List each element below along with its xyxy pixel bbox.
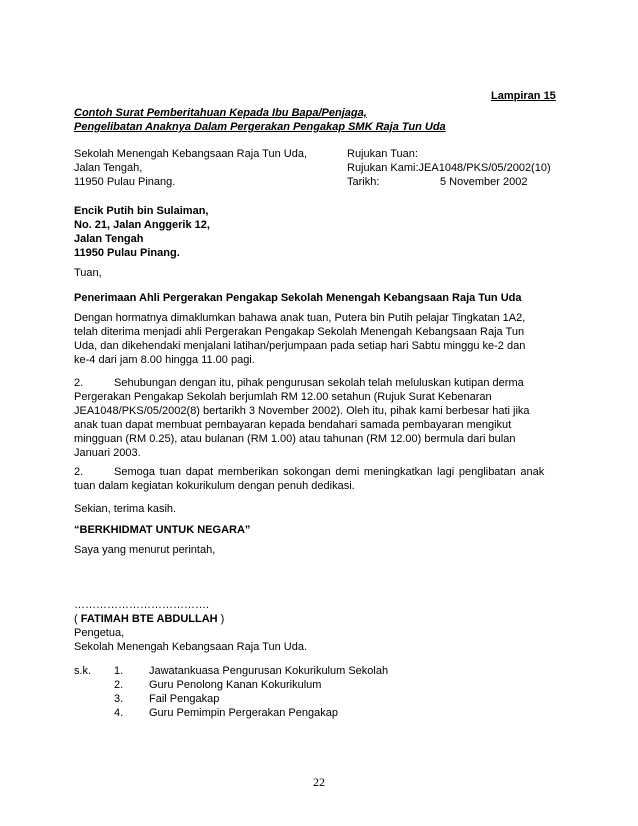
reference-tuan: Rujukan Tuan: xyxy=(347,148,418,160)
closing: Sekian, terima kasih. xyxy=(74,503,177,515)
sk-row xyxy=(74,692,554,706)
title-line-2: Pengelibatan Anaknya Dalam Pergerakan Pengakap SMK Raja Tun Uda xyxy=(74,121,446,133)
recipient-line: Encik Putih bin Sulaiman, xyxy=(74,205,209,217)
paragraph-1 xyxy=(74,311,564,367)
motto: “BERKHIDMAT UNTUK NEGARA” xyxy=(74,524,251,536)
paragraph-2 xyxy=(74,376,564,460)
sk-row xyxy=(74,706,554,720)
signatory-close: ) xyxy=(217,613,225,625)
paragraph-line: telah diterima menjadi ahli Pergerakan Pengakap Sekolah Menengah Kebangsaan Raja Tun xyxy=(74,326,525,338)
paragraph-line: tuan dalam kegiatan kokurikulum dengan penuh dedikasi. xyxy=(74,480,355,492)
sk-text: Guru Penolong Kanan Kokurikulum xyxy=(149,679,322,691)
title-line-1: Contoh Surat Pemberitahuan Kepada Ibu Bapa/Penjaga, xyxy=(74,107,367,119)
recipient-line: Jalan Tengah xyxy=(74,233,144,245)
recipient-line: 11950 Pulau Pinang. xyxy=(74,247,180,259)
paragraph-line: ke-4 dari jam 8.00 hingga 11.00 pagi. xyxy=(74,354,255,366)
subject-line: Penerimaan Ahli Pergerakan Pengakap Sekolah Menengah Kebangsaan Raja Tun Uda xyxy=(74,292,522,304)
sk-number: 3. xyxy=(114,693,124,705)
signatory-name-line xyxy=(74,612,224,626)
paragraph-line: Dengan hormatnya dimaklumkan bahawa anak tuan, Putera bin Putih pelajar Tingkatan 1A2, xyxy=(74,312,526,324)
date-label: Tarikh: xyxy=(347,176,380,188)
signatory-title: Pengetua, xyxy=(74,627,125,639)
sk-number: 1. xyxy=(114,665,124,677)
sk-text: Jawatankuasa Pengurusan Kokurikulum Sekolah xyxy=(149,665,389,677)
signatory-open: ( xyxy=(74,613,81,625)
sk-row xyxy=(74,678,554,692)
paragraph-line: Januari 2003. xyxy=(74,447,141,459)
reference-kami: Rujukan Kami:JEA1048/PKS/05/2002(10) xyxy=(347,162,551,174)
signatory-school: Sekolah Menengah Kebangsaan Raja Tun Uda. xyxy=(74,641,308,653)
paragraph-3 xyxy=(74,465,564,493)
paragraph-line: Pergerakan Pengakap Sekolah berjumlah RM 12.00 setahun (Rujuk Surat Kebenaran xyxy=(74,391,492,403)
signature-line: ………………………………. xyxy=(74,599,210,611)
recipient-line: No. 21, Jalan Anggerik 12, xyxy=(74,219,210,231)
paragraph-line: Semoga tuan dapat memberikan sokongan demi meningkatkan lagi penglibatan anak xyxy=(114,466,545,478)
sk-label: s.k. xyxy=(74,665,92,677)
paragraph-line: anak tuan dapat membuat pembayaran kepada bendahari samada pembayaran mengikut xyxy=(74,419,512,431)
paragraph-line: Sehubungan dengan itu, pihak pengurusan sekolah telah meluluskan kutipan derma xyxy=(114,377,524,389)
paragraph-number: 2. xyxy=(74,466,84,478)
sk-number: 4. xyxy=(114,707,124,719)
sk-text: Fail Pengakap xyxy=(149,693,220,705)
date-value: 5 November 2002 xyxy=(440,176,528,188)
attachment-label: Lampiran 15 xyxy=(491,90,556,102)
signatory-name: FATIMAH BTE ABDULLAH xyxy=(80,613,218,625)
sk-text: Guru Pemimpin Pergerakan Pengakap xyxy=(149,707,338,719)
paragraph-line: mingguan (RM 0.25), atau bulanan (RM 1.00) atau tahunan (RM 12.00) bermula dari bulan xyxy=(74,433,516,445)
saya-line: Saya yang menurut perintah, xyxy=(74,544,216,556)
sender-line: Sekolah Menengah Kebangsaan Raja Tun Uda, xyxy=(74,148,308,160)
page-number: 22 xyxy=(313,775,325,789)
sender-line: 11950 Pulau Pinang. xyxy=(74,176,176,188)
sk-number: 2. xyxy=(114,679,124,691)
sk-row xyxy=(74,664,554,678)
paragraph-number: 2. xyxy=(74,377,84,389)
paragraph-line: JEA1048/PKS/05/2002(8) bertarikh 3 November 2002). Oleh itu, pihak kami berbesar hati jika xyxy=(74,405,530,417)
salutation: Tuan, xyxy=(74,267,102,279)
paragraph-line: Uda, dan dikehendaki menjalani latihan/perjumpaan pada setiap hari Sabtu minggu ke-2 dan xyxy=(74,340,526,352)
sender-line: Jalan Tengah, xyxy=(74,162,143,174)
